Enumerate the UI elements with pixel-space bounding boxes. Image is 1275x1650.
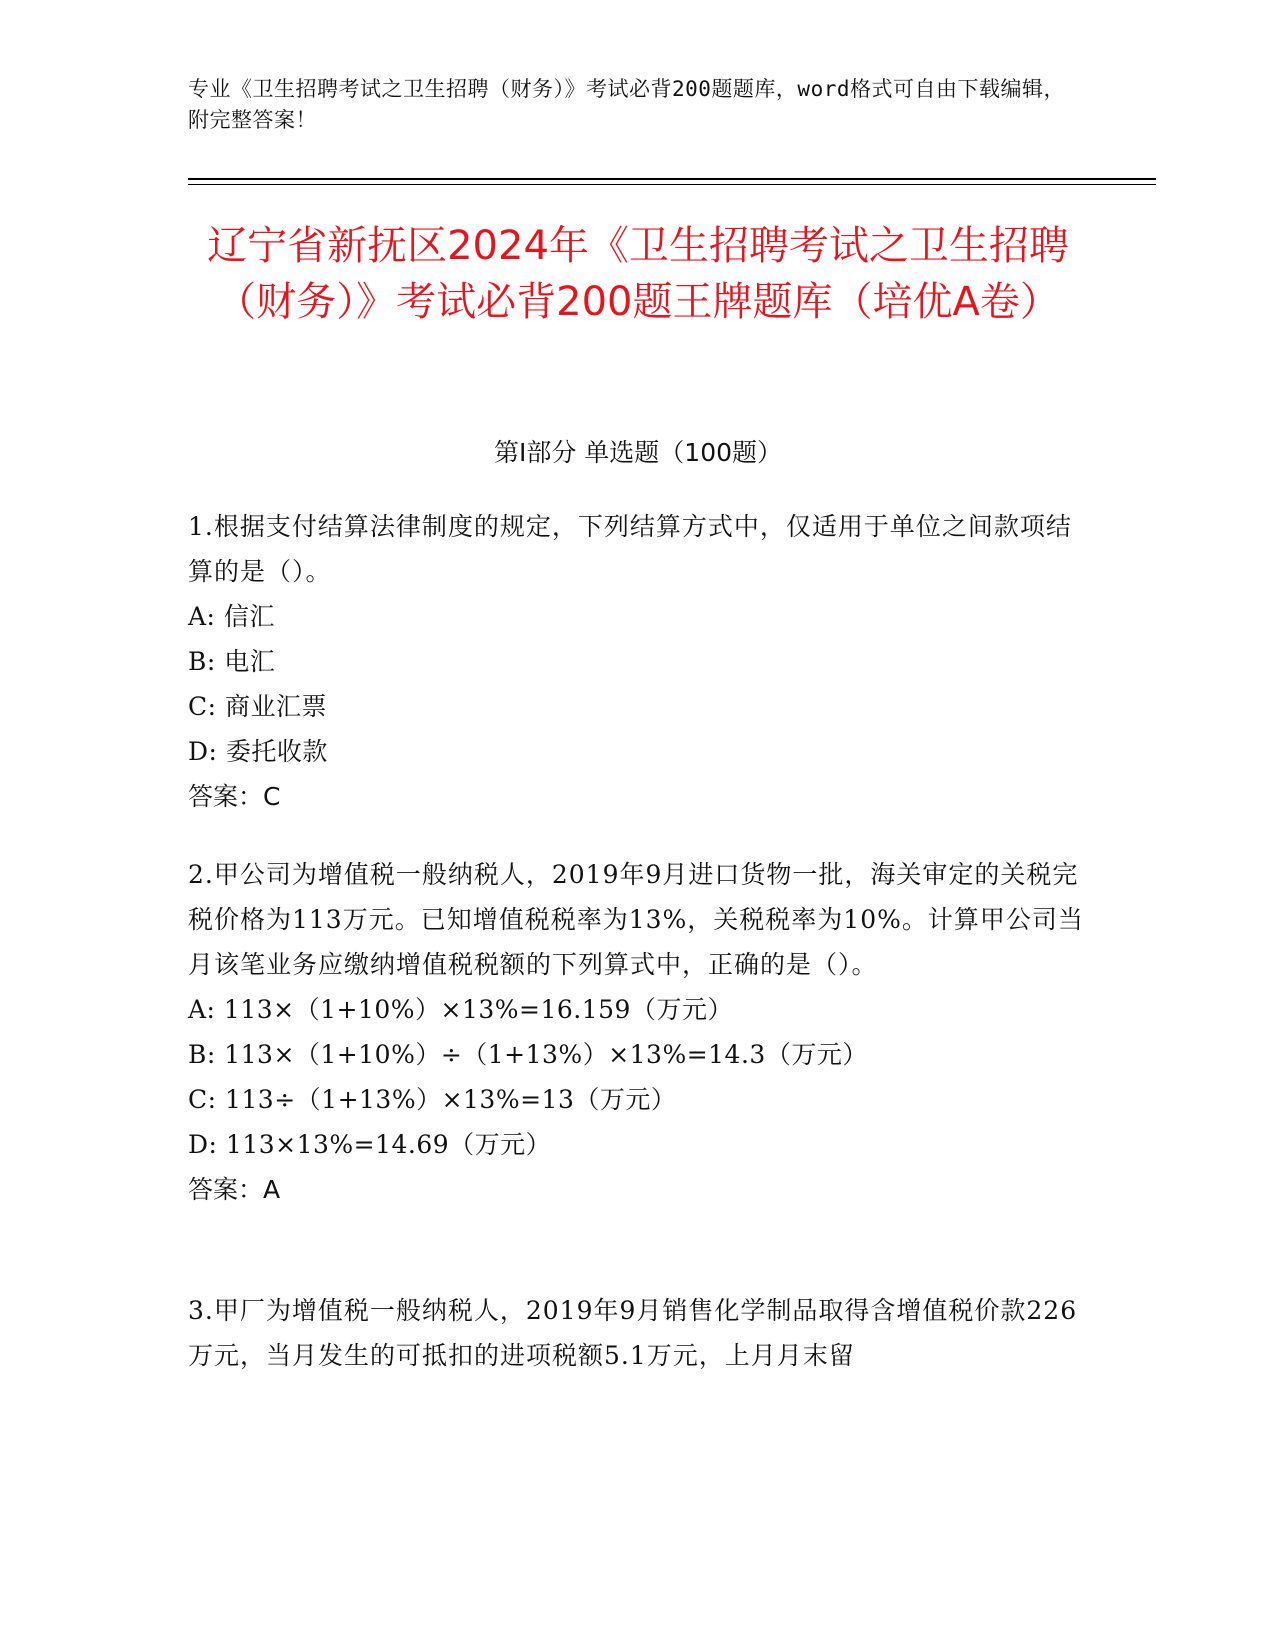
option-a: A: 113×（1+10%）×13%=16.159（万元） [188,995,733,1024]
question-2 [188,852,1088,1212]
option-a: A: 信汇 [188,602,275,631]
answer-value: A [263,1175,281,1204]
answer-line [188,1167,1088,1212]
answer-label: 答案： [188,782,264,811]
option-d: D: 委托收款 [188,737,328,766]
question-3 [188,1288,1088,1378]
option-c: C: 113÷（1+13%）×13%=13（万元） [188,1085,677,1114]
answer-value: C [263,782,281,811]
header-note: 专业《卫生招聘考试之卫生招聘（财务）》考试必背200题题库，word格式可自由下载编辑，附完整答案！ [188,77,1065,132]
option-b: B: 电汇 [188,647,276,676]
question-stem: 1.根据支付结算法律制度的规定，下列结算方式中，仅适用于单位之间款项结算的是（）。 [188,512,1072,586]
answer-line [188,774,1088,819]
header-divider-thick [188,178,1156,180]
document-title: 辽宁省新抚区2024年《卫生招聘考试之卫生招聘（财务）》考试必背200题王牌题库（培优A卷） [207,223,1069,325]
question-stem: 2.甲公司为增值税一般纳税人，2019年9月进口货物一批，海关审定的关税完税价格为113万元。已知增值税税率为13%，关税税率为10%。计算甲公司当月该笔业务应缴纳增值税税额的下列算式中，正确的是（）。 [188,860,1084,979]
option-d: D: 113×13%=14.69（万元） [188,1130,552,1159]
section-title: 第Ⅰ部分 单选题（100题） [493,438,783,467]
question-stem: 3.甲厂为增值税一般纳税人，2019年9月销售化学制品取得含增值税价款226万元，当月发生的可抵扣的进项税额5.1万元，上月月末留 [188,1296,1078,1370]
question-1 [188,504,1088,819]
option-b: B: 113×（1+10%）÷（1+13%）×13%=14.3（万元） [188,1040,868,1069]
answer-label: 答案： [188,1175,264,1204]
header-divider-thin [188,184,1156,185]
option-c: C: 商业汇票 [188,692,327,721]
